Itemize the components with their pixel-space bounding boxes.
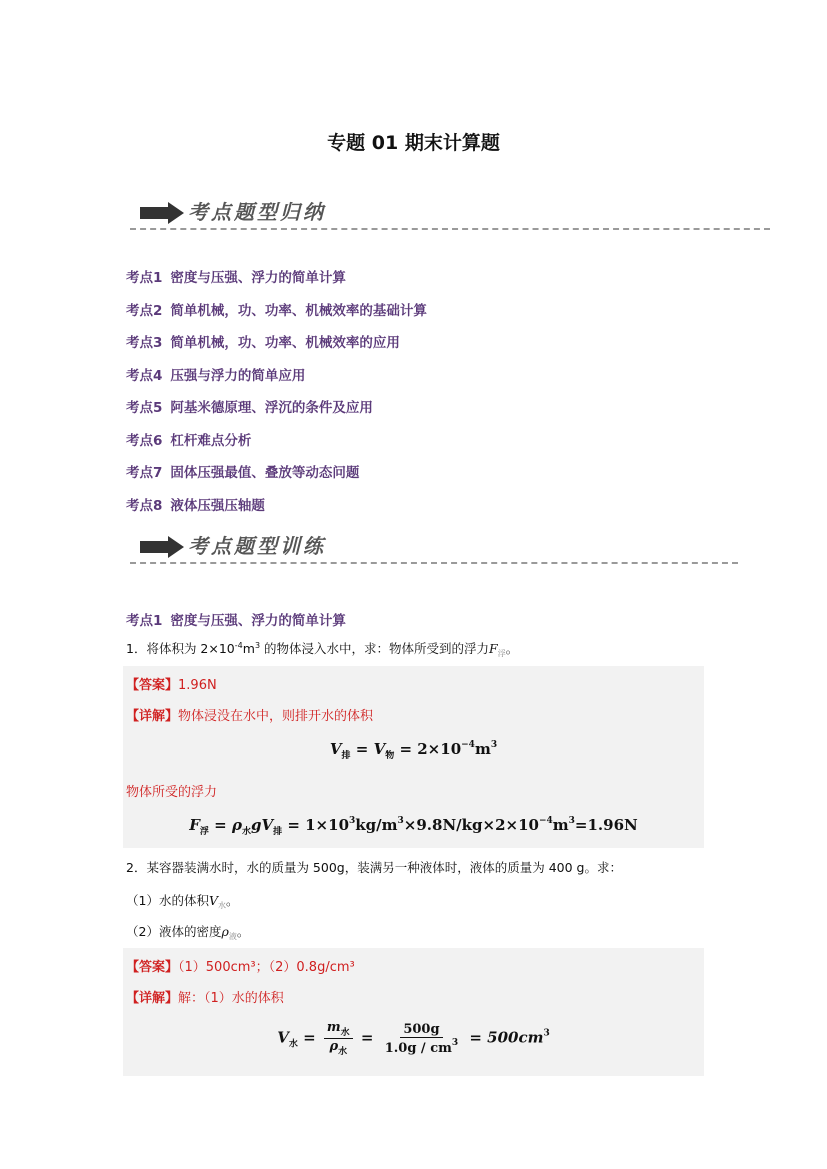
- formula-volume: $V_排 = V_物 = 2\times 10^{-4}m^3$: [329, 740, 498, 761]
- topic-item: 考点1 密度与压强、浮力的简单计算: [126, 270, 346, 286]
- fraction: $\frac{m_水}{\rho_水}$: [324, 1020, 353, 1057]
- note-1: 物体所受的浮力: [126, 785, 218, 800]
- answer-2: 【答案】（1）500cm³；（2）0.8g/cm³: [126, 960, 355, 975]
- question-2: 2．某容器装满水时，水的质量为 500g，装满另一种液体时，液体的质量为 400 g。求：: [126, 860, 622, 875]
- detail-2: 【详解】解：（1）水的体积: [126, 991, 284, 1006]
- section-banner-summary: [130, 196, 770, 230]
- banner-divider: [130, 228, 770, 230]
- arrow-icon: [140, 536, 184, 558]
- section-banner-practice: [130, 530, 738, 564]
- topic-list: [126, 268, 427, 528]
- topic-item: 考点8 液体压强压轴题: [126, 497, 265, 514]
- banner-text: 考点题型训练: [188, 534, 326, 558]
- topic-item: 考点4 压强与浮力的简单应用: [126, 367, 306, 384]
- topic-item: 考点2 简单机械，功、功率、机械效率的基础计算: [126, 302, 427, 319]
- detail-1: 【详解】物体浸没在水中，则排开水的体积: [126, 709, 374, 724]
- answer-1: 【答案】1.96N: [126, 678, 217, 693]
- topic-item: 考点3 简单机械，功、功率、机械效率的应用: [126, 335, 400, 351]
- page-title: 专题 01 期末计算题: [327, 132, 500, 154]
- topic-item: 考点7 固体压强最值、叠放等动态问题: [126, 465, 360, 481]
- section-heading: 考点1 密度与压强、浮力的简单计算: [126, 613, 346, 629]
- banner-text: 考点题型归纳: [188, 200, 326, 224]
- question-1: 1．将体积为 $2\times 10^{-4}m^3$ 的物体浸入水中，求：物体所受到的浮力$F_浮$。: [126, 640, 519, 658]
- formula-buoyancy: $F_浮 = \rho_水gV_排 = 1\times 10^3kg/m^3\times 9.8N/kg\times 2\times 10^{-4}m^3=1.96N$: [189, 816, 638, 837]
- banner-divider: [130, 562, 738, 564]
- formula-water-volume: $V_水$ = $\frac{m_水}{\rho_水}$ = $\frac{500g}{1.0g / cm^3}$ = $500cm^3$: [277, 1020, 550, 1057]
- fraction: $\frac{500g}{1.0g / cm^3}$: [384, 1021, 459, 1056]
- topic-item: 考点5 阿基米德原理、浮沉的条件及应用: [126, 400, 373, 416]
- question-2-part-1: （1）水的体积$V_水$。: [126, 893, 239, 910]
- arrow-icon: [140, 202, 184, 224]
- question-2-part-2: （2）液体的密度$\rho_液$。: [126, 924, 250, 941]
- topic-item: 考点6 杠杆难点分析: [126, 432, 252, 449]
